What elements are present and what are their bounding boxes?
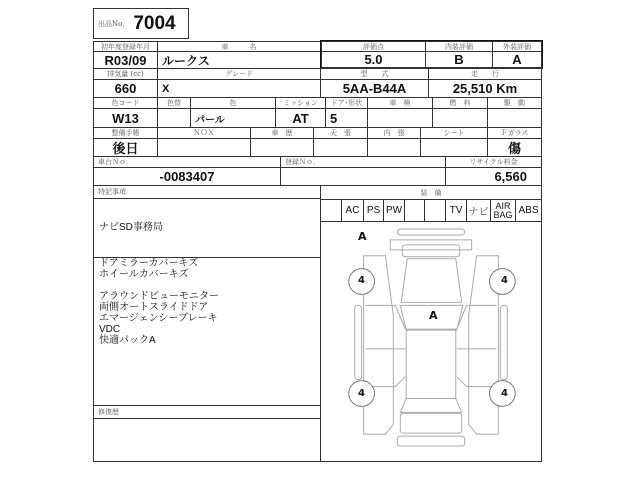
recycle-value: 6,560 <box>445 167 542 186</box>
history-value <box>250 138 314 157</box>
lot-number <box>93 8 189 39</box>
fuel-value <box>432 108 488 128</box>
manual-label: 整備手帳 <box>93 127 158 139</box>
notes-line1: ナビSD事務局 <box>99 222 163 233</box>
score-value: 5.0 <box>321 51 426 68</box>
mark-rr-tire: 4 <box>501 388 508 399</box>
reg-value: R03/09 <box>93 51 158 69</box>
equip-blank <box>320 199 342 222</box>
ceiling-value <box>313 138 368 157</box>
model-value: 5AA-B44A <box>320 79 429 98</box>
car-diagram <box>320 221 542 462</box>
color-value: パール <box>190 108 276 128</box>
equip-blank <box>424 199 446 222</box>
equip-pw: PW <box>383 199 405 222</box>
color-label: 色 <box>190 97 276 109</box>
name-label: 車 名 <box>157 41 321 52</box>
score-label: 評価点 <box>321 41 426 52</box>
regno-value <box>280 167 446 186</box>
grade-value: X <box>157 79 321 98</box>
notes-label: 特記事項 <box>93 185 321 199</box>
equipment-label: 装 備 <box>320 185 542 200</box>
equip-ac: AC <box>341 199 364 222</box>
seat-label: シート <box>420 127 488 139</box>
inspection-value <box>367 108 433 128</box>
model-label: 型 式 <box>320 68 429 80</box>
equip-navi: ナビ <box>466 199 491 222</box>
equip-tv: TV <box>445 199 467 222</box>
repair-label: 修復歴 <box>93 405 321 419</box>
cc-value: 660 <box>93 79 158 98</box>
colorcode-value: W13 <box>93 108 158 128</box>
equip-airbag: AIR BAG <box>490 199 516 222</box>
mileage-value: 25,510 Km <box>428 79 542 98</box>
chassis-value: -0083407 <box>93 167 281 186</box>
drive-value <box>487 108 542 128</box>
equip-abs: ABS <box>515 199 542 222</box>
int-label: 内装評価 <box>425 41 493 52</box>
int-value: B <box>425 51 493 68</box>
door-label: ドア･形状 <box>325 97 368 109</box>
ext-label: 外装評価 <box>492 41 542 52</box>
recolor-value <box>157 108 191 128</box>
door-value: 5 <box>325 108 368 128</box>
cc-label: 排気量 (cc) <box>93 68 158 80</box>
inner-label: 内 張 <box>367 127 421 139</box>
trans-label: ミッション <box>275 97 326 109</box>
repair-value <box>93 418 321 462</box>
manual-value: 後日 <box>93 138 158 157</box>
mark-fl-tire: 4 <box>358 275 365 286</box>
name-value: ルークス <box>157 51 321 69</box>
mark-roof: A <box>429 309 438 322</box>
mileage-label: 走 行 <box>428 68 542 80</box>
trans-value: AT <box>275 108 326 128</box>
colorcode-label: 色コード <box>93 97 158 109</box>
ext-value: A <box>492 51 542 68</box>
inspection-label: 車 検 <box>367 97 433 109</box>
equip-blank <box>404 199 425 222</box>
lot-label: 出品No． <box>98 19 130 28</box>
inner-value <box>367 138 421 157</box>
lot-value: 7004 <box>133 12 176 34</box>
mark-fr-tire: 4 <box>501 275 508 286</box>
mark-rl-tire: 4 <box>358 388 365 399</box>
reg-label: 初年度登録年月 <box>93 41 158 52</box>
fuel-label: 燃 料 <box>432 97 488 109</box>
ceiling-label: 天 張 <box>313 127 368 139</box>
grade-label: グレード <box>157 68 321 80</box>
equip-ps: PS <box>363 199 384 222</box>
notes-block: ドアミラーカバーキズ ホイールカバーキズ アラウンドビューモニター 両側オートスライドドア エマージェンシーブレーキ VDC 快適パックA <box>99 258 219 346</box>
regno-label: 登録Ｎｏ． <box>280 156 446 168</box>
mark-front: A <box>358 230 367 243</box>
recycle-label: リサイクル料金 <box>445 156 542 168</box>
seat-value <box>420 138 488 157</box>
chassis-label: 車台Ｎｏ． <box>93 156 281 168</box>
recolor-label: 色替 <box>157 97 191 109</box>
drive-label: 駆 動 <box>487 97 542 109</box>
history-label: 車 歴 <box>250 127 314 139</box>
car-outline-icon <box>321 221 541 462</box>
nox-label: ＮＯＸ <box>157 127 251 139</box>
glass-value: 傷 <box>487 138 542 157</box>
glass-label: Ｆガラス <box>487 127 542 139</box>
nox-value <box>157 138 251 157</box>
